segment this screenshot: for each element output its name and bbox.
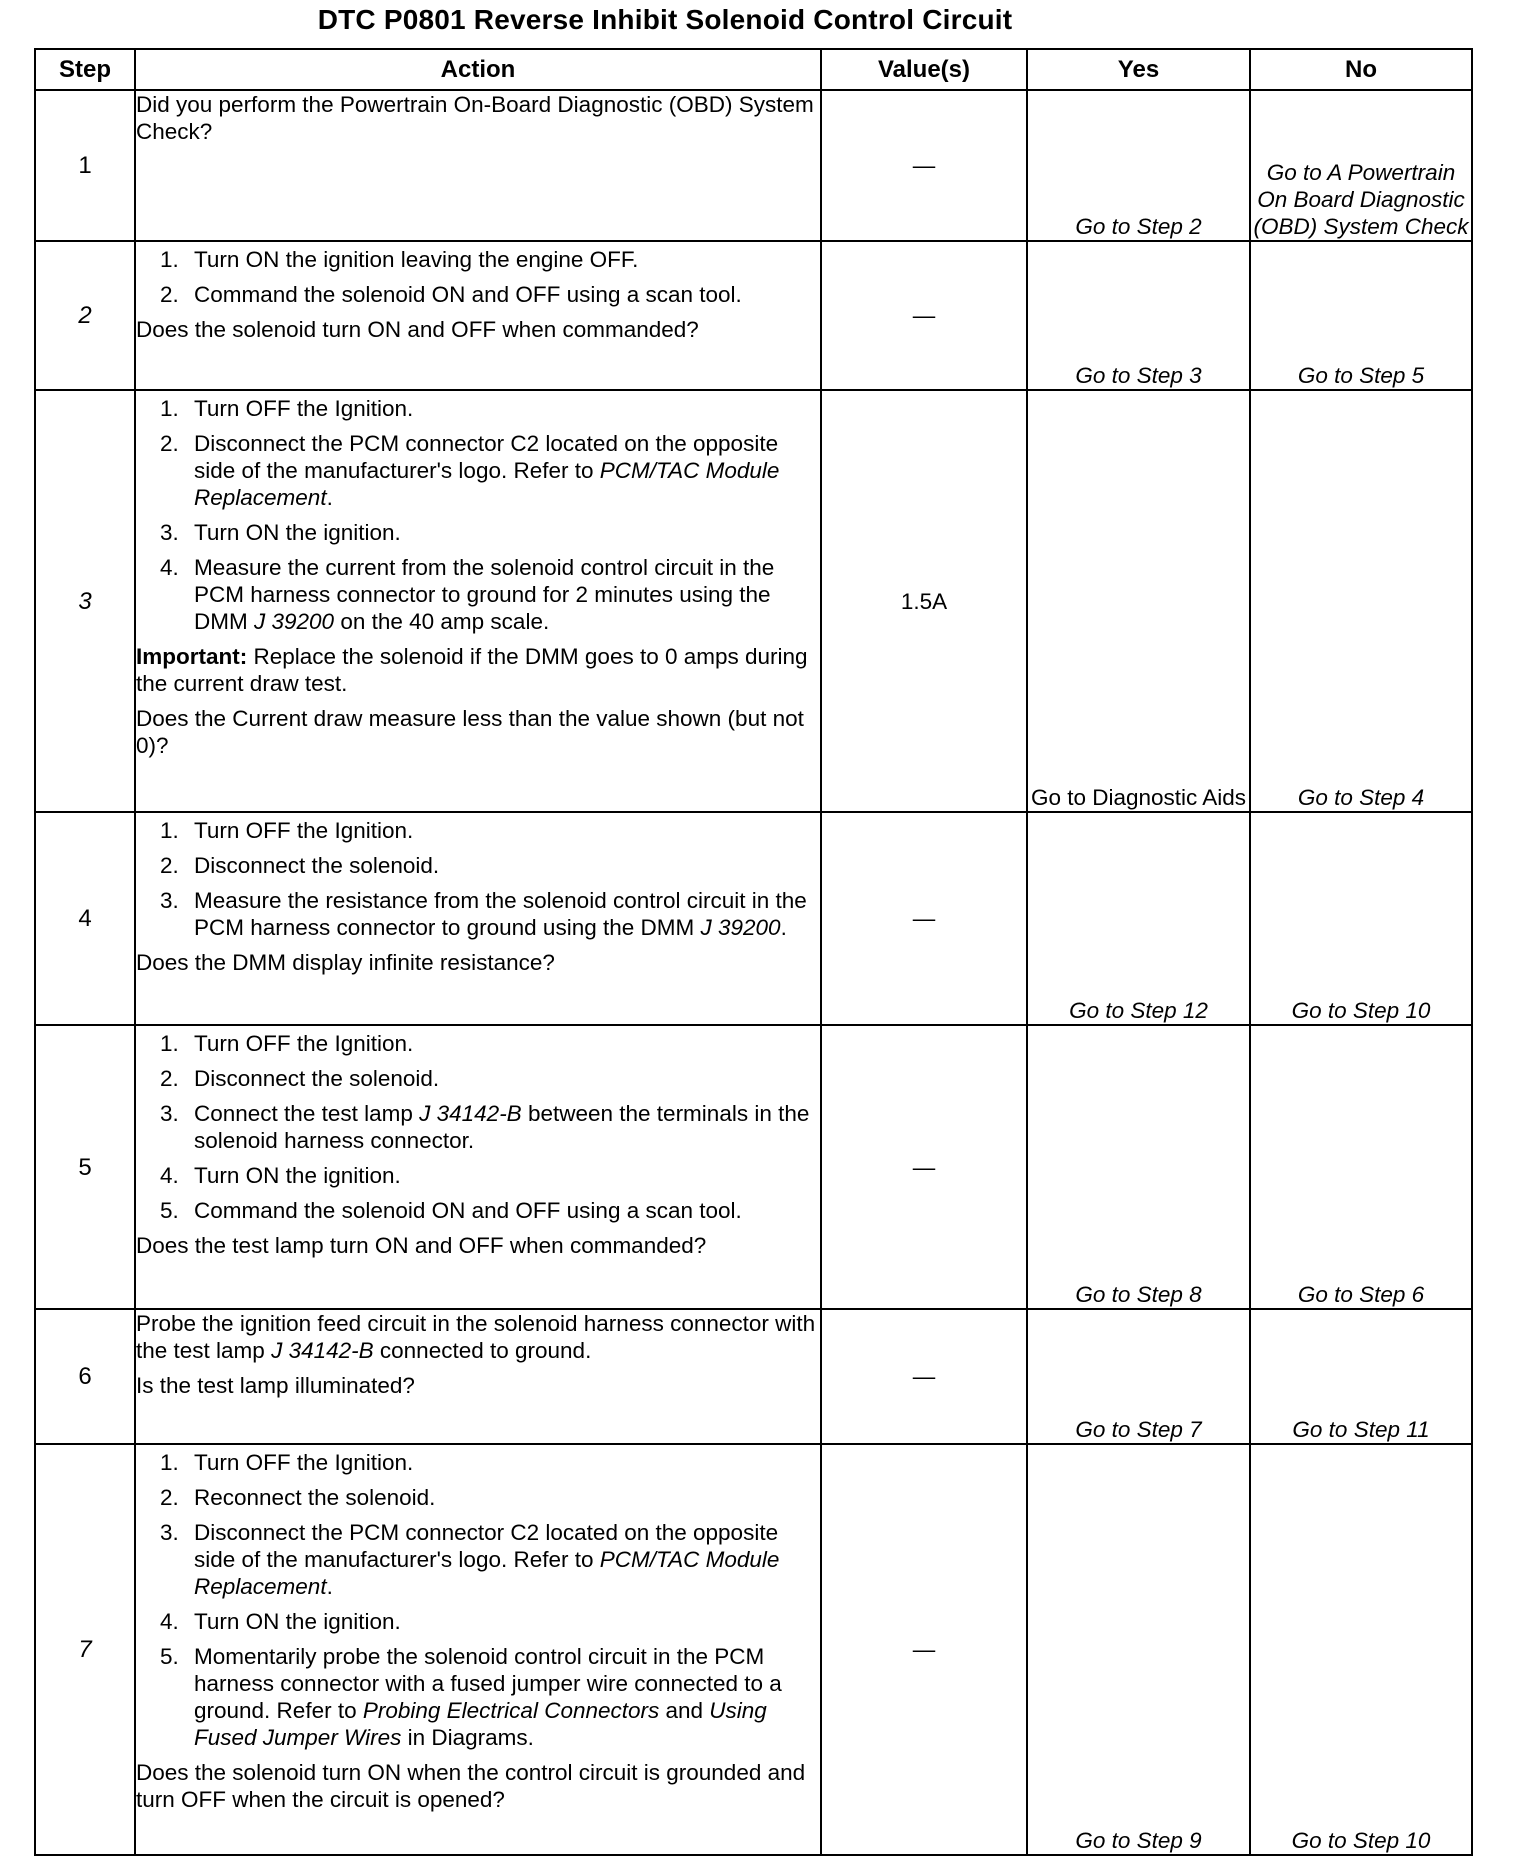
value-cell: — [821, 812, 1027, 1025]
action-question: Does the Current draw measure less than the value shown (but not 0)? [136, 706, 804, 758]
action-step: 3. Measure the resistance from the solenoid control circuit in the PCM harness connector to ground using the DMM J 39200. [160, 888, 807, 940]
action-steps [136, 395, 820, 635]
header-step: Step [35, 49, 135, 90]
step-number: 3 [35, 390, 135, 812]
action-question: Does the test lamp turn ON and OFF when commanded? [136, 1233, 707, 1258]
yes-cell: Go to Step 12 [1027, 812, 1250, 1025]
yes-cell: Go to Step 8 [1027, 1025, 1250, 1309]
header-yes: Yes [1027, 49, 1250, 90]
value-cell: 1.5A [821, 390, 1027, 812]
action-step: 5. Momentarily probe the solenoid control circuit in the PCM harness connector with a fused jumper wire connected to a ground. Refer to Probing Electrical Connectors and Using Fused Jumper Wires in Diagrams. [160, 1644, 782, 1750]
header-value: Value(s) [821, 49, 1027, 90]
action-step: 1. Turn ON the ignition leaving the engine OFF. [160, 247, 639, 272]
action-step: 4. Turn ON the ignition. [160, 1609, 401, 1634]
action-step: 1. Turn OFF the Ignition. [160, 1450, 414, 1475]
action-question: Does the DMM display infinite resistance? [136, 950, 555, 975]
action-step: 2. Disconnect the PCM connector C2 located on the opposite side of the manufacturer's logo. Refer to PCM/TAC Module Replacement. [160, 431, 780, 510]
value-cell: — [821, 90, 1027, 241]
action-step: 5. Command the solenoid ON and OFF using a scan tool. [160, 1198, 742, 1223]
action-cell [135, 90, 821, 241]
no-link: A Powertrain On Board Diagnostic (OBD) System Check [1253, 160, 1469, 239]
action-cell [135, 390, 821, 812]
value-cell: — [821, 1444, 1027, 1855]
action-step: 2. Disconnect the solenoid. [160, 853, 440, 878]
action-text: Did you perform the Powertrain On-Board Diagnostic (OBD) System Check? [136, 92, 814, 144]
action-step: 4. Turn ON the ignition. [160, 1163, 401, 1188]
table-row [35, 1309, 1472, 1444]
action-steps [136, 1449, 820, 1751]
action-step: 2. Command the solenoid ON and OFF using a scan tool. [160, 282, 742, 307]
step-number: 4 [35, 812, 135, 1025]
value-cell: — [821, 241, 1027, 390]
value-cell: — [821, 1309, 1027, 1444]
table-row [35, 390, 1472, 812]
diagnostic-table [34, 48, 1473, 1856]
action-step: 3. Turn ON the ignition. [160, 520, 401, 545]
action-step: 1. Turn OFF the Ignition. [160, 1031, 414, 1056]
action-step: 2. Reconnect the solenoid. [160, 1485, 436, 1510]
action-step: 3. Disconnect the PCM connector C2 located on the opposite side of the manufacturer's logo. Refer to PCM/TAC Module Replacement. [160, 1520, 780, 1599]
action-cell [135, 812, 821, 1025]
action-text: Probe the ignition feed circuit in the solenoid harness connector with the test lamp J 34142-B connected to ground. [136, 1311, 816, 1363]
no-cell: Go to Step 5 [1250, 241, 1472, 390]
table-row [35, 1025, 1472, 1309]
table-row [35, 241, 1472, 390]
action-cell [135, 241, 821, 390]
step-number: 2 [35, 241, 135, 390]
yes-cell: Go to Step 2 [1027, 90, 1250, 241]
action-step: 4. Measure the current from the solenoid control circuit in the PCM harness connector to ground for 2 minutes using the DMM J 39200 on the 40 amp scale. [160, 555, 775, 634]
no-cell [1250, 90, 1472, 241]
yes-cell: Go to Diagnostic Aids [1027, 390, 1250, 812]
no-cell: Go to Step 11 [1250, 1309, 1472, 1444]
table-row [35, 1444, 1472, 1855]
step-number: 6 [35, 1309, 135, 1444]
yes-cell: Go to Step 7 [1027, 1309, 1250, 1444]
action-cell [135, 1309, 821, 1444]
header-no: No [1250, 49, 1472, 90]
action-step: 1. Turn OFF the Ignition. [160, 396, 414, 421]
header-row [35, 49, 1472, 90]
action-step: 1. Turn OFF the Ignition. [160, 818, 414, 843]
action-steps [136, 246, 820, 308]
step-number: 1 [35, 90, 135, 241]
step-number: 7 [35, 1444, 135, 1855]
no-cell: Go to Step 10 [1250, 812, 1472, 1025]
action-steps [136, 817, 820, 941]
no-cell: Go to Step 4 [1250, 390, 1472, 812]
header-action: Action [135, 49, 821, 90]
action-step: 2. Disconnect the solenoid. [160, 1066, 440, 1091]
action-question: Does the solenoid turn ON when the control circuit is grounded and turn OFF when the circuit is opened? [136, 1760, 806, 1812]
no-prefix: Go to [1266, 160, 1328, 185]
action-step: 3. Connect the test lamp J 34142-B between the terminals in the solenoid harness connector. [160, 1101, 810, 1153]
yes-cell: Go to Step 9 [1027, 1444, 1250, 1855]
action-question: Does the solenoid turn ON and OFF when commanded? [136, 317, 699, 342]
table-row [35, 90, 1472, 241]
yes-cell: Go to Step 3 [1027, 241, 1250, 390]
action-question: Is the test lamp illuminated? [136, 1373, 415, 1398]
no-cell: Go to Step 10 [1250, 1444, 1472, 1855]
action-cell [135, 1025, 821, 1309]
action-cell [135, 1444, 821, 1855]
table-row [35, 812, 1472, 1025]
action-steps [136, 1030, 820, 1224]
no-cell: Go to Step 6 [1250, 1025, 1472, 1309]
page-title: DTC P0801 Reverse Inhibit Solenoid Control Circuit [317, 4, 1013, 35]
value-cell: — [821, 1025, 1027, 1309]
important-note: Important: Replace the solenoid if the DMM goes to 0 amps during the current draw test. [136, 644, 808, 696]
step-number: 5 [35, 1025, 135, 1309]
